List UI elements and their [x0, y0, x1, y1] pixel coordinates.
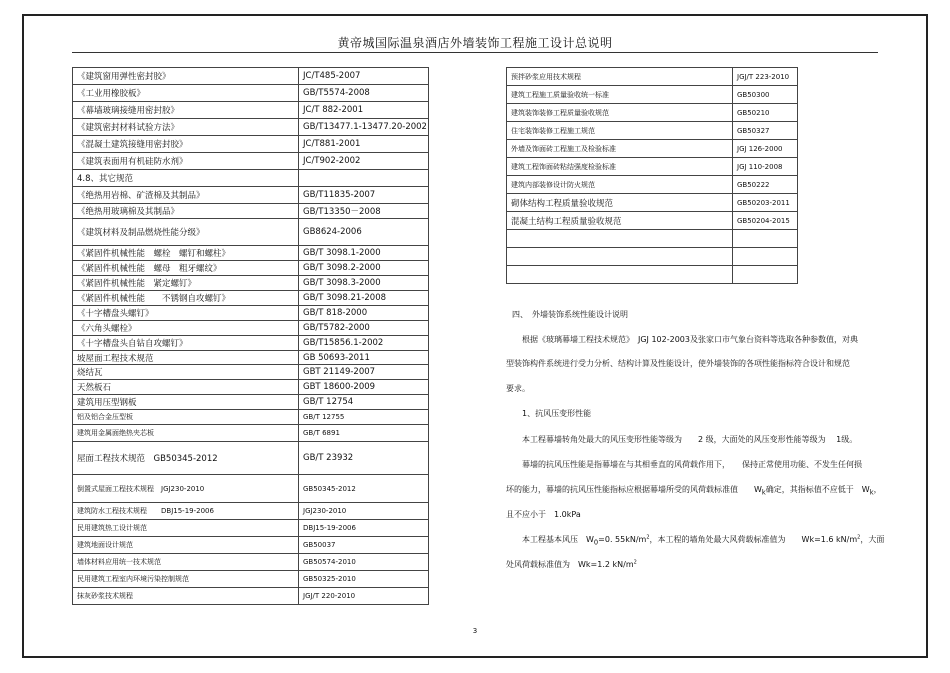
paragraph-line: 处风荷载标准值为 Wk=1.2 $kN/m^2$ [506, 559, 637, 569]
table-row [507, 122, 798, 140]
standard-code-cell: GB/T13350－2008 [299, 204, 429, 219]
paragraph-line: 根据《玻璃幕墙工程技术规范》 JGJ 102-2003及张家口市气象台资料等选取各种参数值，对典 [522, 335, 858, 344]
table-row [73, 261, 429, 276]
standard-name-cell: 《紧固件机械性能 紧定螺钉》 [73, 276, 299, 291]
standard-name-cell: 《六角头螺栓》 [73, 321, 299, 336]
standard-name-cell [507, 266, 733, 284]
standard-code-cell: GB50300 [733, 86, 798, 104]
table-row [73, 306, 429, 321]
standard-code-cell [733, 230, 798, 248]
standard-name-cell: 《幕墙玻璃接缝用密封胶》 [73, 102, 299, 119]
table-row [73, 85, 429, 102]
subsection-heading: 1、抗风压变形性能 [522, 409, 592, 418]
standard-name-cell: 建筑防水工程技术规程 DBJ15-19-2006 [73, 503, 299, 520]
page-number: 3 [472, 627, 478, 635]
standard-code-cell: GB/T 3098.3-2000 [299, 276, 429, 291]
section-heading: 四、 外墙装饰系统性能设计说明 [512, 310, 628, 319]
paragraph-line: 要求。 [506, 384, 530, 393]
standard-name-cell: 建筑工程饰面砖粘结强度检验标准 [507, 158, 733, 176]
standard-name-cell: 《十字槽盘头螺钉》 [73, 306, 299, 321]
table-row [507, 248, 798, 266]
standard-code-cell: JC/T 882-2001 [299, 102, 429, 119]
standard-code-cell: GB/T 6891 [299, 425, 429, 442]
table-row [507, 158, 798, 176]
standard-name-cell: 墙体材料应用统一技术规范 [73, 554, 299, 571]
standard-name-cell: 《绝热用玻璃棉及其制品》 [73, 204, 299, 219]
standard-name-cell: 《建筑密封材料试验方法》 [73, 119, 299, 136]
standard-name-cell: 倒置式屋面工程技术规程 JGJ230-2010 [73, 475, 299, 503]
standard-name-cell: 《工业用橡胶板》 [73, 85, 299, 102]
standard-code-cell: GB50222 [733, 176, 798, 194]
standard-name-cell: 《紧固件机械性能 螺母 粗牙螺纹》 [73, 261, 299, 276]
table-row [73, 425, 429, 442]
table-row [73, 246, 429, 261]
standard-name-cell: 混凝土结构工程质量验收规范 [507, 212, 733, 230]
standard-code-cell: JC/T902-2002 [299, 153, 429, 170]
standard-name-cell: 砌体结构工程质量验收规范 [507, 194, 733, 212]
table-row [73, 219, 429, 246]
table-row [507, 86, 798, 104]
standard-name-cell: 4.8、其它规范 [73, 170, 299, 187]
standard-code-cell: GB/T 12754 [299, 395, 429, 410]
standard-name-cell: 《建筑表面用有机硅防水剂》 [73, 153, 299, 170]
standard-code-cell: GB50345-2012 [299, 475, 429, 503]
standard-code-cell: GBT 21149-2007 [299, 365, 429, 380]
paragraph-line: 且不应小于 1.0kPa [506, 510, 581, 519]
table-row [73, 365, 429, 380]
standard-name-cell: 《建筑材料及制品燃烧性能分级》 [73, 219, 299, 246]
standard-name-cell: 屋面工程技术规范 GB50345-2012 [73, 442, 299, 475]
table-row [73, 102, 429, 119]
standard-code-cell: GB50203-2011 [733, 194, 798, 212]
standard-name-cell: 建筑地面设计规范 [73, 537, 299, 554]
table-row [73, 503, 429, 520]
standard-name-cell: 坡屋面工程技术规范 [73, 351, 299, 365]
table-row [73, 571, 429, 588]
standard-code-cell: GBT 18600-2009 [299, 380, 429, 395]
standard-name-cell: 民用建筑热工设计规范 [73, 520, 299, 537]
table-row [507, 68, 798, 86]
standard-code-cell [733, 248, 798, 266]
standard-code-cell: GB50210 [733, 104, 798, 122]
standard-name-cell: 住宅装饰装修工程施工规范 [507, 122, 733, 140]
standard-code-cell: JGJ/T 223-2010 [733, 68, 798, 86]
table-row [73, 291, 429, 306]
standard-name-cell: 《十字槽盘头自钻自攻螺钉》 [73, 336, 299, 351]
table-row [73, 336, 429, 351]
standard-name-cell: 外墙及饰面砖工程施工及检验标准 [507, 140, 733, 158]
table-row [507, 194, 798, 212]
standard-code-cell: GB/T11835-2007 [299, 187, 429, 204]
standard-name-cell: 《绝热用岩棉、矿渣棉及其制品》 [73, 187, 299, 204]
table-row [73, 554, 429, 571]
table-row [73, 153, 429, 170]
standard-code-cell: JGJ230-2010 [299, 503, 429, 520]
standard-name-cell: 建筑用金属面绝热夹芯板 [73, 425, 299, 442]
table-row [73, 410, 429, 425]
standard-code-cell: GB50037 [299, 537, 429, 554]
left-standards-table [72, 67, 429, 605]
table-row [73, 204, 429, 219]
standard-name-cell: 烧结瓦 [73, 365, 299, 380]
standard-name-cell: 铝及铝合金压型板 [73, 410, 299, 425]
standard-code-cell: GB8624-2006 [299, 219, 429, 246]
standard-name-cell: 建筑内部装修设计防火规范 [507, 176, 733, 194]
table-row [73, 187, 429, 204]
table-row [73, 351, 429, 365]
standard-code-cell: GB/T5574-2008 [299, 85, 429, 102]
table-row [507, 140, 798, 158]
standard-code-cell: GB/T13477.1-13477.20-2002 [299, 119, 429, 136]
standard-code-cell: GB50574-2010 [299, 554, 429, 571]
paragraph-line: 本工程幕墙转角处最大的风压变形性能等级为 2 级，大面处的风压变形性能等级为 1级。 [522, 435, 858, 444]
standard-code-cell: JC/T881-2001 [299, 136, 429, 153]
standard-code-cell: GB/T 12755 [299, 410, 429, 425]
standard-code-cell: GB 50693-2011 [299, 351, 429, 365]
title-underline [72, 52, 878, 53]
table-row [507, 230, 798, 248]
standard-code-cell: GB/T 3098.21-2008 [299, 291, 429, 306]
table-row [73, 442, 429, 475]
table-row [507, 176, 798, 194]
standard-name-cell: 《混凝土建筑接缝用密封胶》 [73, 136, 299, 153]
standard-code-cell: GB/T5782-2000 [299, 321, 429, 336]
standard-code-cell: GB50325-2010 [299, 571, 429, 588]
table-row [73, 588, 429, 605]
document-title: 黄帝城国际温泉酒店外墙装饰工程施工设计总说明 [337, 36, 613, 50]
standard-name-cell: 《紧固件机械性能 不锈钢自攻螺钉》 [73, 291, 299, 306]
standard-name-cell [507, 230, 733, 248]
standard-name-cell: 预拌砂浆应用技术规程 [507, 68, 733, 86]
standard-code-cell: GB50204-2015 [733, 212, 798, 230]
standard-name-cell: 抹灰砂浆技术规程 [73, 588, 299, 605]
paragraph-line: 坏的能力，幕墙的抗风压性能指标应根据幕墙所受的风荷载标准值 $W_k$确定，其指标值不应低于 $W_k$， [506, 485, 882, 497]
standard-code-cell: GB/T 818-2000 [299, 306, 429, 321]
right-standards-table [506, 67, 798, 284]
table-row [73, 119, 429, 136]
standard-code-cell: GB/T 3098.1-2000 [299, 246, 429, 261]
standard-code-cell: GB/T 3098.2-2000 [299, 261, 429, 276]
standard-name-cell: 《紧固件机械性能 螺栓 螺钉和螺柱》 [73, 246, 299, 261]
paragraph-line: 本工程基本风压 $W_0=0$. $55kN/m^2$，本工程的墙角处最大风荷载标准值为 Wk=1.6 $kN/m^2$，大面 [522, 534, 885, 547]
standard-code-cell: JGJ 126-2000 [733, 140, 798, 158]
standard-name-cell: 建筑装饰装修工程质量验收规范 [507, 104, 733, 122]
standard-code-cell: DBJ15-19-2006 [299, 520, 429, 537]
table-row [73, 380, 429, 395]
table-row [507, 212, 798, 230]
table-row [73, 170, 429, 187]
table-row [73, 136, 429, 153]
standard-code-cell: JC/T485-2007 [299, 68, 429, 85]
table-row [73, 276, 429, 291]
table-row [507, 266, 798, 284]
paragraph-line: 幕墙的抗风压性能是指幕墙在与其相垂直的风荷载作用下， 保持正常使用功能、不发生任何损 [522, 460, 862, 469]
standard-name-cell: 天然板石 [73, 380, 299, 395]
paragraph-line: 型装饰构件系统进行受力分析、结构计算及性能设计，使外墙装饰的各项性能指标符合设计和规范 [506, 359, 850, 368]
standard-code-cell: JGJ 110-2008 [733, 158, 798, 176]
table-row [73, 520, 429, 537]
table-row [73, 321, 429, 336]
standard-code-cell: GB/T 23932 [299, 442, 429, 475]
standard-name-cell: 《建筑窗用弹性密封胶》 [73, 68, 299, 85]
standard-code-cell [299, 170, 429, 187]
table-row [73, 395, 429, 410]
standard-code-cell: JGJ/T 220-2010 [299, 588, 429, 605]
standard-code-cell [733, 266, 798, 284]
standard-code-cell: GB50327 [733, 122, 798, 140]
standard-name-cell: 建筑用压型钢板 [73, 395, 299, 410]
table-row [73, 537, 429, 554]
standard-name-cell: 民用建筑工程室内环境污染控制规范 [73, 571, 299, 588]
standard-name-cell: 建筑工程施工质量验收统一标准 [507, 86, 733, 104]
standard-name-cell [507, 248, 733, 266]
standard-code-cell: GB/T15856.1-2002 [299, 336, 429, 351]
table-row [73, 68, 429, 85]
table-row [73, 475, 429, 503]
table-row [507, 104, 798, 122]
